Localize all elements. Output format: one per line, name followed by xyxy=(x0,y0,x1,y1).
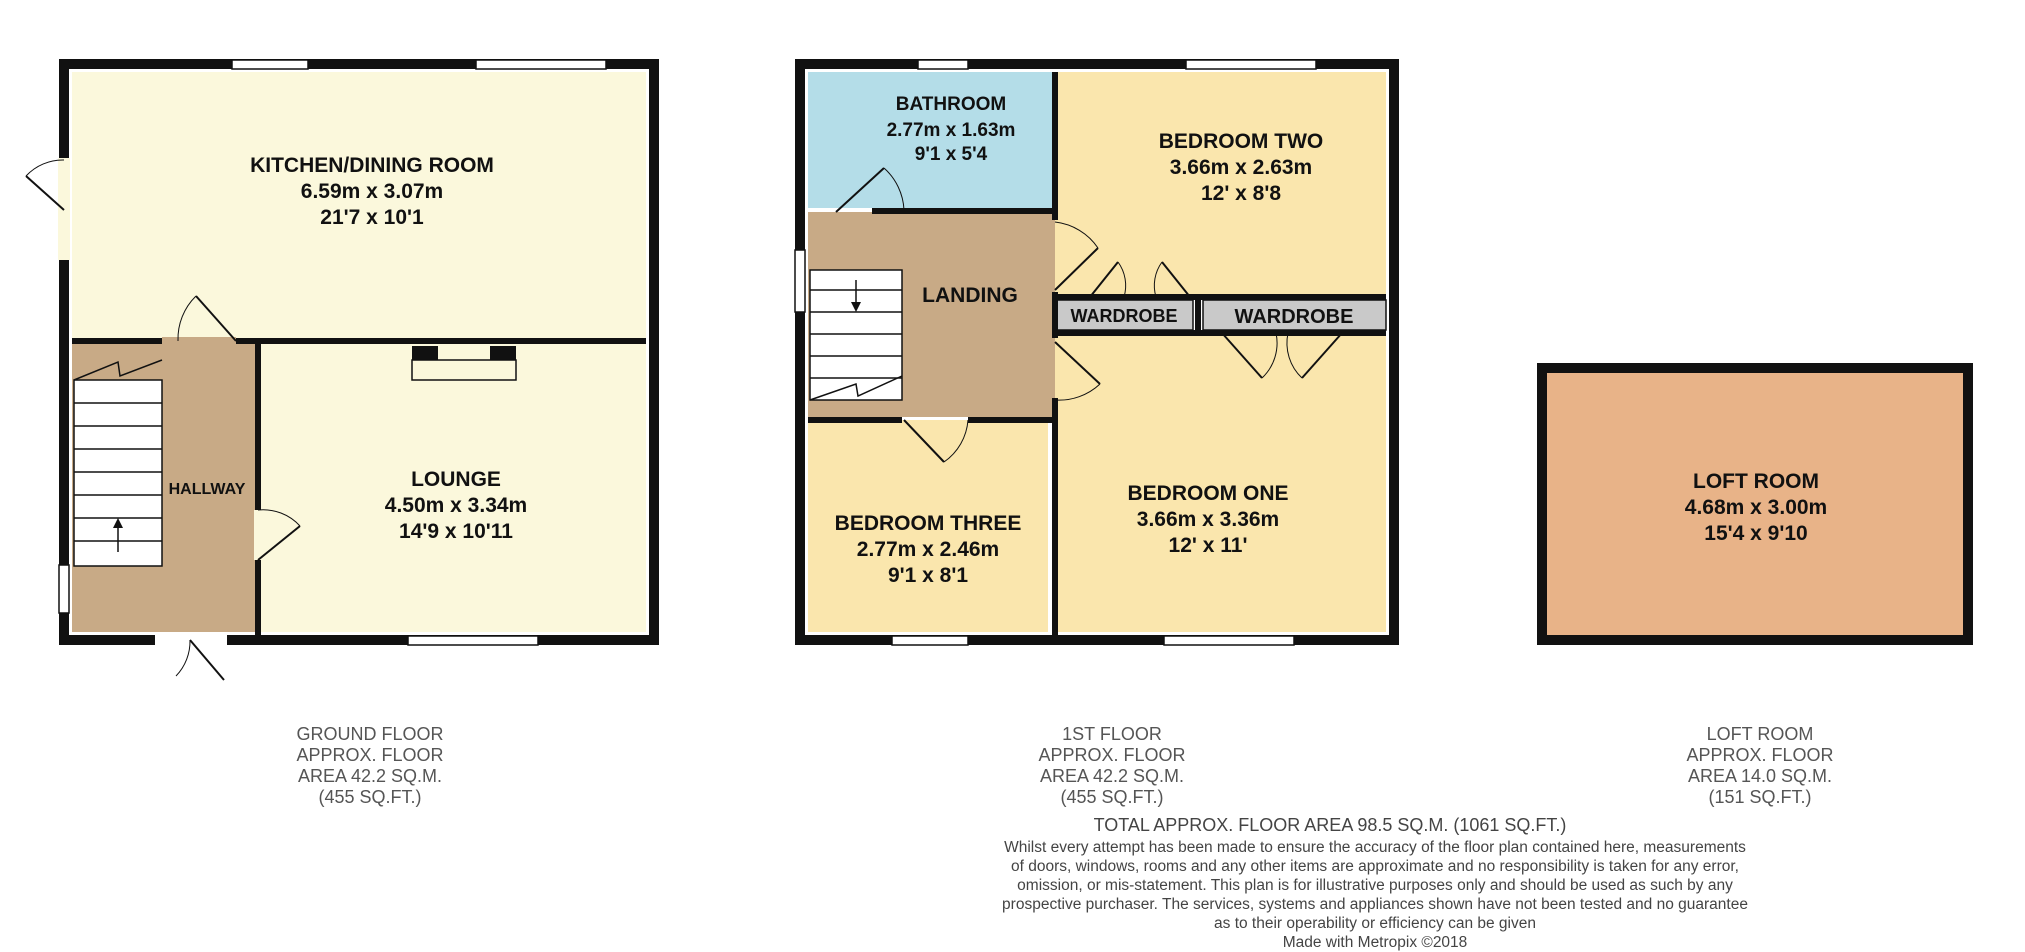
caption-line: GROUND FLOOR xyxy=(296,724,444,744)
caption-line: APPROX. FLOOR xyxy=(296,745,444,765)
kitchen-metric: 6.59m x 3.07m xyxy=(300,180,444,203)
caption-line: AREA 42.2 SQ.M. xyxy=(1039,766,1185,786)
disclaimer-line: omission, or mis-statement. This plan is for illustrative purposes only and should be used as such by any xyxy=(1017,877,1733,894)
window xyxy=(1164,636,1294,645)
window xyxy=(918,60,968,69)
bedroom-three-metric: 2.77m x 2.46m xyxy=(856,538,1000,561)
caption-line: 1ST FLOOR xyxy=(1062,724,1162,744)
ground-floor xyxy=(26,60,654,680)
caption-line: AREA 14.0 SQ.M. xyxy=(1687,766,1833,786)
caption-line: LOFT ROOM xyxy=(1706,724,1814,744)
lounge-name: LOUNGE xyxy=(411,468,501,491)
front-door xyxy=(190,640,224,680)
lounge-metric: 4.50m x 3.34m xyxy=(384,494,528,517)
loft-metric: 4.68m x 3.00m xyxy=(1684,496,1828,519)
caption-line: (151 SQ.FT.) xyxy=(1708,787,1812,807)
bedroom-three-name: BEDROOM THREE xyxy=(834,512,1022,535)
first-staircase xyxy=(810,270,902,400)
total-floor-area: TOTAL APPROX. FLOOR AREA 98.5 SQ.M. (1061 SQ.FT.) xyxy=(1093,815,1567,835)
bedroom-three-imperial: 9'1 x 8'1 xyxy=(887,564,969,587)
bathroom-name: BATHROOM xyxy=(895,94,1007,115)
window xyxy=(1186,60,1316,69)
kitchen-name: KITCHEN/DINING ROOM xyxy=(250,154,494,177)
bedroom-one-imperial: 12' x 11' xyxy=(1168,534,1248,557)
window xyxy=(892,636,968,645)
bedroom-two-metric: 3.66m x 2.63m xyxy=(1169,156,1313,179)
disclaimer-line: of doors, windows, rooms and any other items are approximate and no responsibility is taken for any error, xyxy=(1010,858,1739,875)
landing-name: LANDING xyxy=(922,284,1018,307)
loft-label xyxy=(1685,470,1827,545)
credit: Made with Metropix ©2018 xyxy=(1282,934,1468,951)
lounge-imperial: 14'9 x 10'11 xyxy=(399,520,513,543)
fireplace xyxy=(412,346,516,380)
bedroom-two-name: BEDROOM TWO xyxy=(1158,130,1324,153)
bedroom-two-imperial: 12' x 8'8 xyxy=(1200,182,1282,205)
bedroom-one-metric: 3.66m x 3.36m xyxy=(1136,508,1280,531)
window xyxy=(476,60,606,69)
loft-imperial: 15'4 x 9'10 xyxy=(1704,522,1808,545)
disclaimer-line: as to their operability or efficiency can be given xyxy=(1214,915,1536,932)
bathroom-metric: 2.77m x 1.63m xyxy=(886,120,1016,141)
first-floor xyxy=(795,60,1394,645)
disclaimer-line: prospective purchaser. The services, systems and appliances shown have not been tested and no guarantee xyxy=(1002,896,1748,913)
kitchen-imperial: 21'7 x 10'1 xyxy=(320,206,424,229)
hallway-name: HALLWAY xyxy=(168,481,246,498)
window xyxy=(408,636,538,645)
loft-name: LOFT ROOM xyxy=(1693,470,1819,493)
first-floor-caption xyxy=(1012,724,1212,808)
caption-line: (455 SQ.FT.) xyxy=(1060,787,1164,807)
loft-floor xyxy=(1542,368,1968,640)
window xyxy=(59,565,69,613)
caption-line: APPROX. FLOOR xyxy=(1686,745,1834,765)
caption-line: (455 SQ.FT.) xyxy=(318,787,422,807)
loft-caption xyxy=(1660,724,1860,808)
wardrobe-two-name: WARDROBE xyxy=(1234,306,1354,328)
ground-floor-caption xyxy=(270,724,470,808)
disclaimer-line: Whilst every attempt has been made to ensure the accuracy of the floor plan contained here, measurements xyxy=(1004,839,1746,856)
window xyxy=(795,250,805,312)
wardrobe-one-name: WARDROBE xyxy=(1070,306,1178,326)
window xyxy=(232,60,308,69)
bathroom-imperial: 9'1 x 5'4 xyxy=(914,144,988,165)
ground-staircase xyxy=(74,360,162,566)
bedroom-one-name: BEDROOM ONE xyxy=(1127,482,1289,505)
caption-line: AREA 42.2 SQ.M. xyxy=(297,766,443,786)
disclaimer xyxy=(880,838,1870,952)
caption-line: APPROX. FLOOR xyxy=(1038,745,1186,765)
